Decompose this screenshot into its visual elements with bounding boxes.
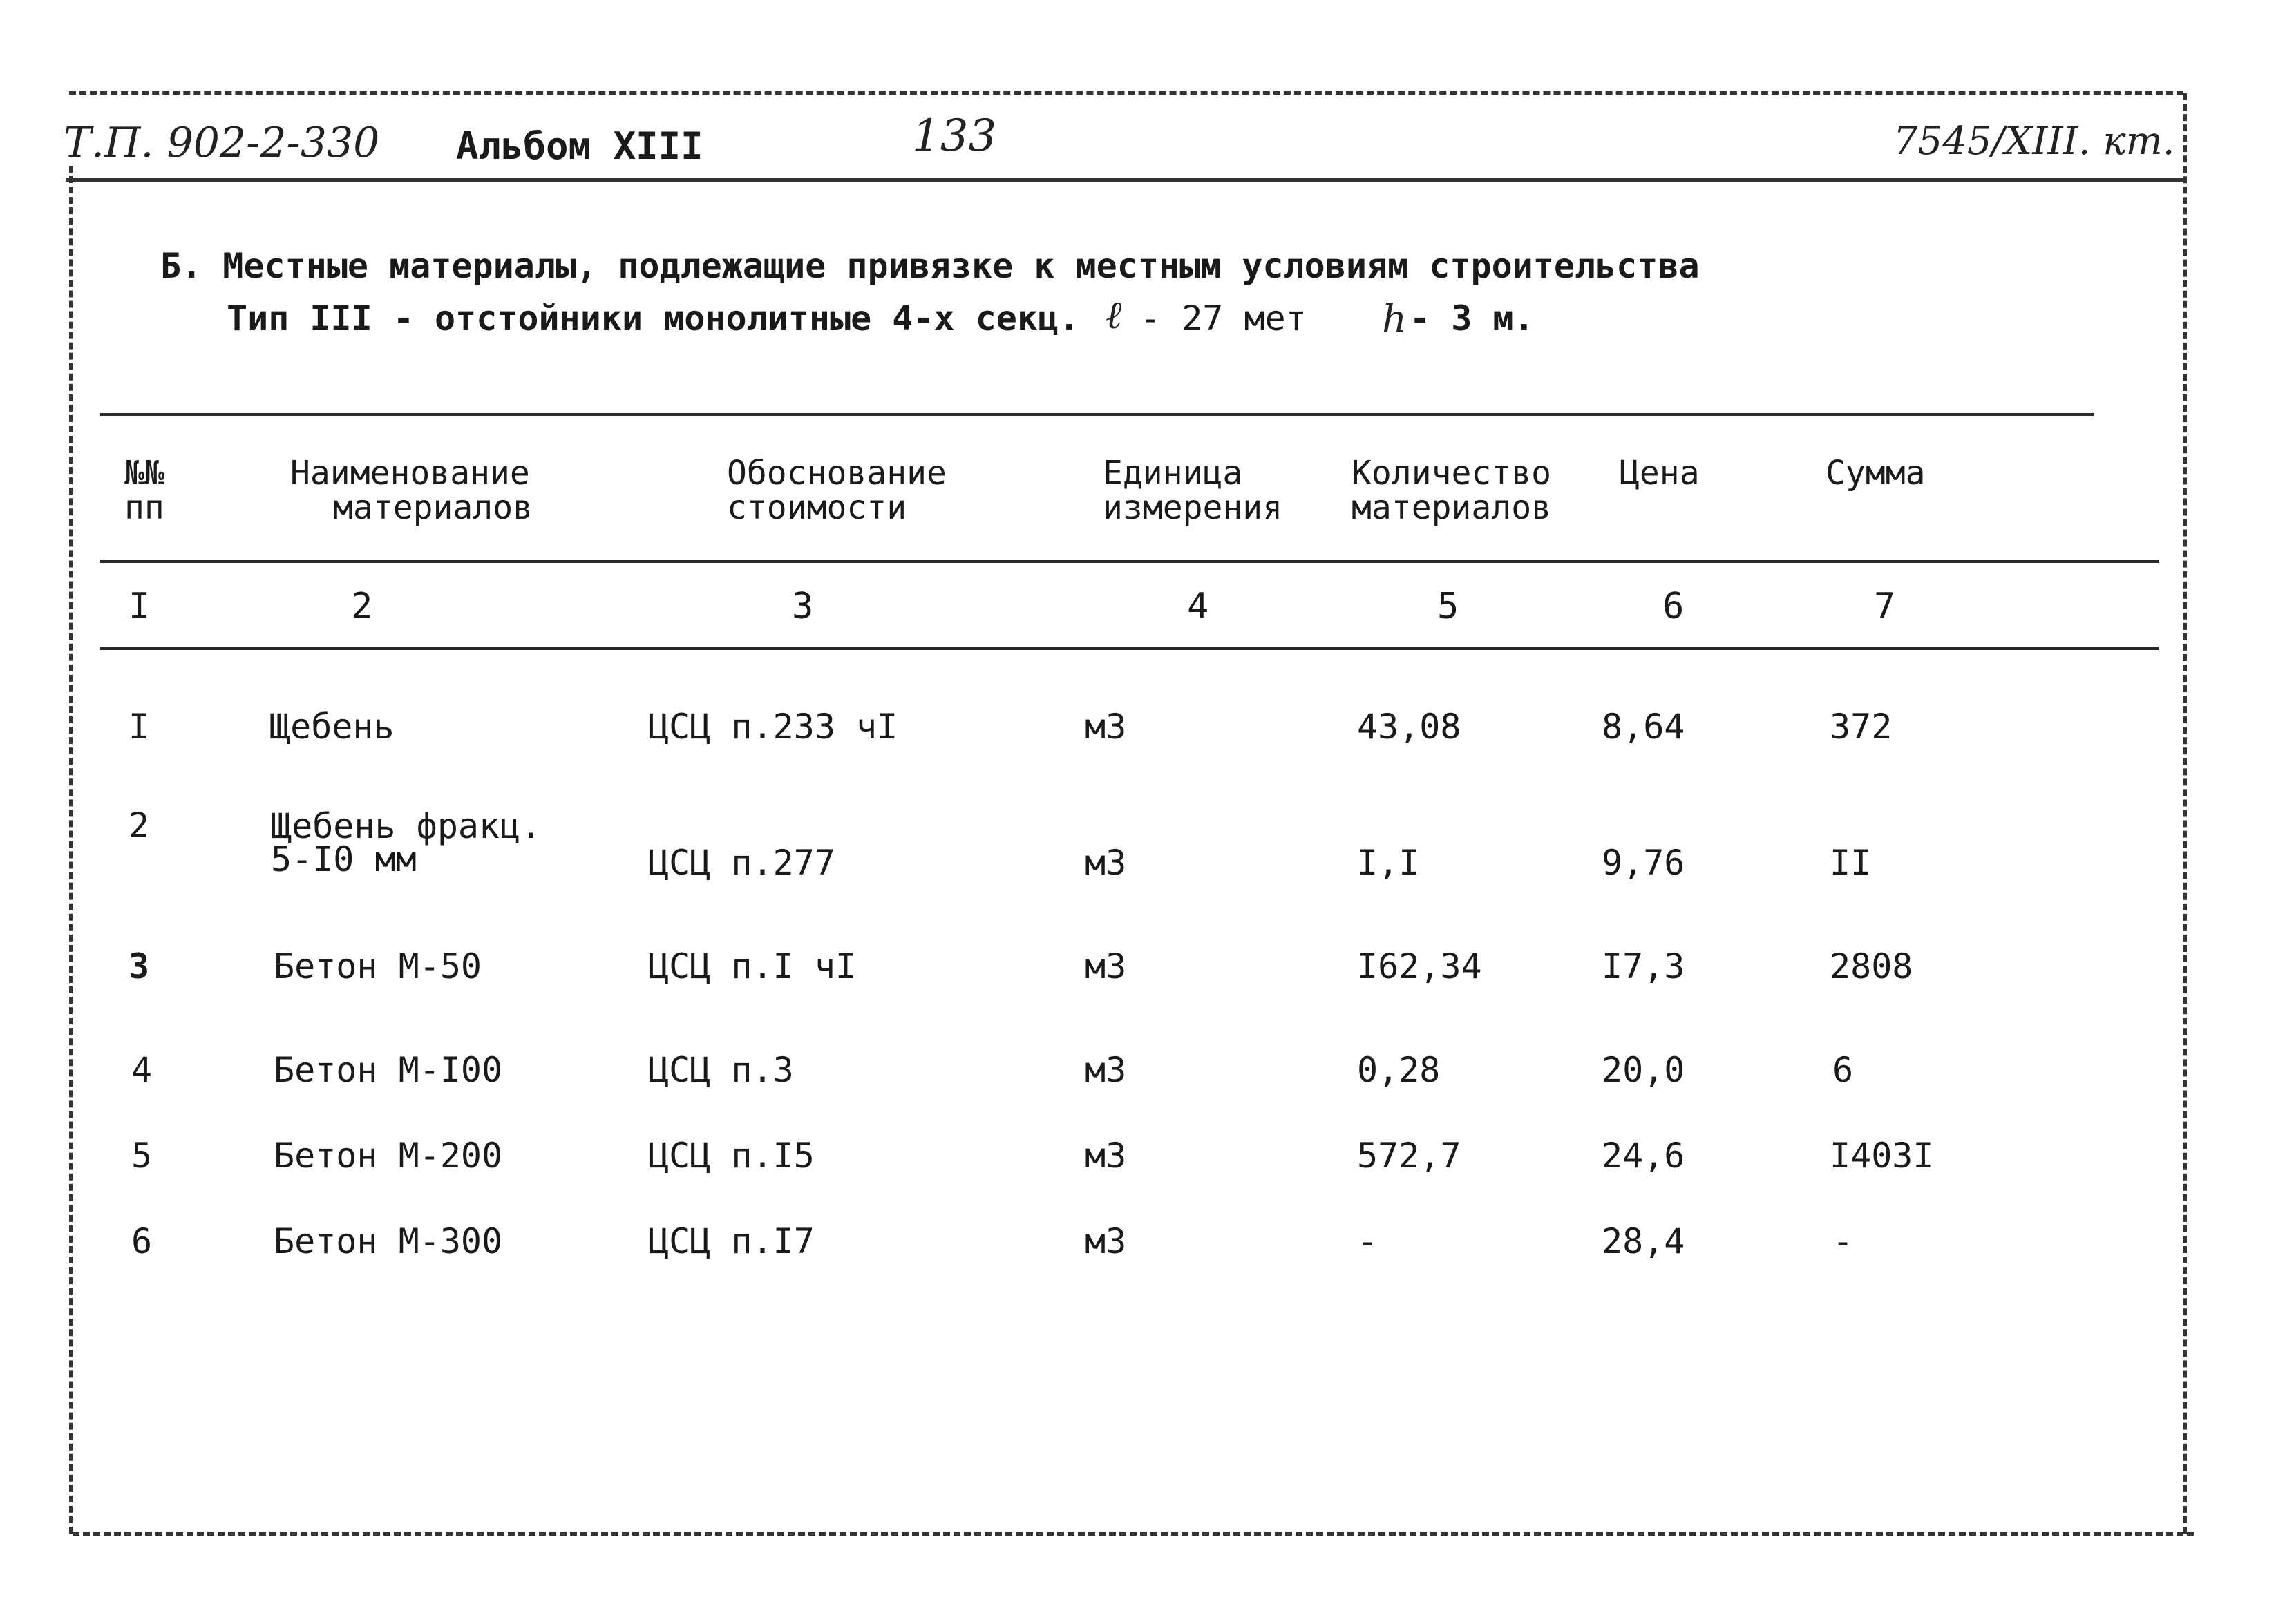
length-symbol: ℓ xyxy=(1106,293,1122,338)
unit: м3 xyxy=(1085,843,1127,883)
unit: м3 xyxy=(1085,1136,1127,1176)
frame-left-border xyxy=(69,166,73,1534)
cost-basis: ЦСЦ п.3 xyxy=(648,1050,794,1090)
row-number: 6 xyxy=(131,1221,153,1261)
inventory-number: 7545/XIII. кт. xyxy=(1893,119,2175,164)
cost-basis: ЦСЦ п.I7 xyxy=(648,1221,815,1261)
row-number: 4 xyxy=(131,1050,153,1090)
material-name: Бетон М-300 xyxy=(274,1221,503,1261)
quantity: I62,34 xyxy=(1357,946,1482,986)
header-name-line1: Наименование xyxy=(290,454,530,493)
unit: м3 xyxy=(1085,1050,1127,1090)
header-bottom-rule xyxy=(100,560,2159,563)
page-number: 133 xyxy=(912,111,997,162)
quantity: 43,08 xyxy=(1357,707,1461,747)
price: 8,64 xyxy=(1602,707,1685,747)
price: I7,3 xyxy=(1602,946,1685,986)
price: 20,0 xyxy=(1602,1050,1685,1090)
column-number-6: 6 xyxy=(1662,586,1685,627)
price: 28,4 xyxy=(1602,1221,1685,1261)
row-number: 2 xyxy=(129,805,150,846)
table-top-rule xyxy=(100,413,2094,416)
column-number-3: 3 xyxy=(792,586,814,627)
colnum-bottom-rule xyxy=(100,647,2159,650)
header-basis-line1: Обоснование xyxy=(727,454,947,493)
header-price: Цена xyxy=(1620,454,1700,493)
height-symbol: h xyxy=(1382,297,1407,342)
header-qty-line1: Количество xyxy=(1352,454,1551,493)
cost-basis: ЦСЦ п.I5 xyxy=(648,1136,815,1176)
header-sum: Сумма xyxy=(1826,454,1926,493)
sum: 372 xyxy=(1830,707,1893,747)
header-unit-line1: Единица xyxy=(1103,454,1243,493)
column-number-4: 4 xyxy=(1187,586,1209,627)
column-number-5: 5 xyxy=(1437,586,1459,627)
price: 9,76 xyxy=(1602,843,1685,883)
material-name: Щебень xyxy=(269,707,395,747)
frame-right-border xyxy=(2183,93,2187,1534)
unit: м3 xyxy=(1085,946,1127,986)
cost-basis: ЦСЦ п.277 xyxy=(648,843,835,883)
material-name: Бетон М-I00 xyxy=(274,1050,503,1090)
header-basis-line2: стоимости xyxy=(727,488,907,527)
column-number-1: I xyxy=(129,586,151,627)
unit: м3 xyxy=(1085,1221,1127,1261)
quantity: 0,28 xyxy=(1357,1050,1441,1090)
frame-bottom-border xyxy=(73,1532,2194,1536)
header-unit-line2: измерения xyxy=(1103,488,1283,527)
cost-basis: ЦСЦ п.I чI xyxy=(648,946,857,986)
album-label: Альбом XIII xyxy=(456,124,703,168)
row-number: 5 xyxy=(131,1136,153,1176)
frame-top-border xyxy=(69,91,2183,95)
header-name-line2: материалов xyxy=(333,488,533,527)
length-value: - 27 мет xyxy=(1140,298,1307,338)
section-title: Б. Местные материалы, подлежащие привязке к местным условиям строительства xyxy=(160,246,1700,286)
doc-code: Т.П. 902-2-330 xyxy=(64,119,380,167)
section-subtitle: Тип III - отстойники монолитные 4-х секц. xyxy=(227,298,1080,338)
quantity: 572,7 xyxy=(1357,1136,1461,1176)
frame-header-divider xyxy=(66,178,2183,182)
sum: II xyxy=(1830,843,1872,883)
header-num-line2: пп xyxy=(124,488,164,527)
sum: I403I xyxy=(1830,1136,1934,1176)
height-value: - 3 м. xyxy=(1410,298,1535,338)
unit: м3 xyxy=(1085,707,1127,747)
column-number-2: 2 xyxy=(351,586,373,627)
material-name: Бетон М-200 xyxy=(274,1136,503,1176)
sum: - xyxy=(1832,1221,1854,1261)
price: 24,6 xyxy=(1602,1136,1685,1176)
quantity: I,I xyxy=(1357,843,1420,883)
row-number: I xyxy=(129,707,150,747)
header-qty-line2: материалов xyxy=(1352,488,1551,527)
quantity: - xyxy=(1357,1221,1378,1261)
sum: 6 xyxy=(1832,1050,1854,1090)
column-number-7: 7 xyxy=(1874,586,1896,627)
cost-basis: ЦСЦ п.233 чI xyxy=(648,707,898,747)
header-num-line1: №№ xyxy=(124,454,164,493)
material-name: Бетон М-50 xyxy=(274,946,482,986)
sum: 2808 xyxy=(1830,946,1913,986)
row-number: 3 xyxy=(129,946,150,986)
material-name: Щебень фракц. 5-I0 мм xyxy=(271,806,542,879)
